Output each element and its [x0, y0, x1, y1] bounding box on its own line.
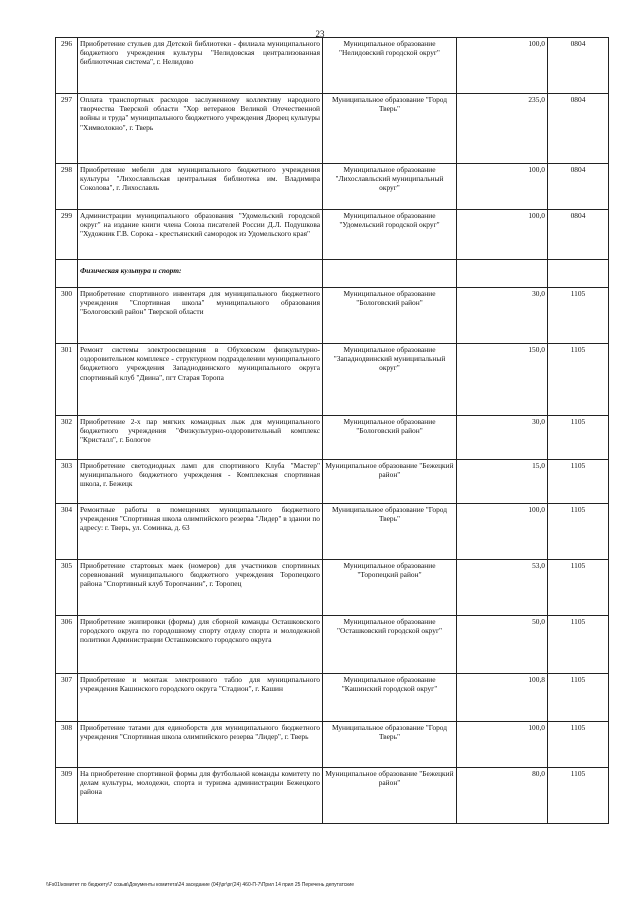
section-empty-cell — [457, 260, 548, 288]
row-amount: 100,0 — [457, 38, 548, 94]
row-budget-code: 1105 — [548, 460, 609, 504]
row-budget-code: 1105 — [548, 560, 609, 616]
section-title: Физическая культура и спорт: — [78, 260, 323, 288]
row-number: 300 — [56, 288, 78, 344]
table-row — [56, 504, 609, 560]
row-description: Приобретение татами для единоборств для муниципального бюджетного учреждения "Спортивная школа олимпийского резерва "Лидер", г. Тверь — [78, 722, 323, 768]
section-row — [56, 260, 609, 288]
row-municipality: Муниципальное образование "Бежецкий район" — [323, 768, 457, 824]
row-number: 304 — [56, 504, 78, 560]
row-description: Приобретение экипировки (формы) для сборной команды Осташковского городского округа по городошному спорту отделу спорта и молодежной политики Администрации Осташковского городского округа — [78, 616, 323, 674]
row-municipality: Муниципальное образование "Лихославльский муниципальный округ" — [323, 164, 457, 210]
row-amount: 100,0 — [457, 722, 548, 768]
row-municipality: Муниципальное образование "Бежецкий район" — [323, 460, 457, 504]
row-budget-code: 0804 — [548, 210, 609, 260]
row-number: 301 — [56, 344, 78, 416]
row-amount: 50,0 — [457, 616, 548, 674]
table-row — [56, 722, 609, 768]
table-row — [56, 38, 609, 94]
table-row — [56, 210, 609, 260]
row-description: Приобретение стартовых маек (номеров) для участников спортивных соревнований муниципального бюджетного учреждения Торопецкого района "Спортивный клуб Торопчанин", г. Торопец — [78, 560, 323, 616]
row-number: 303 — [56, 460, 78, 504]
section-number-cell — [56, 260, 78, 288]
table-row — [56, 94, 609, 164]
table-row — [56, 344, 609, 416]
row-amount: 53,0 — [457, 560, 548, 616]
table-row — [56, 616, 609, 674]
row-municipality: Муниципальное образование "Западнодвинский муниципальный округ" — [323, 344, 457, 416]
table-row — [56, 460, 609, 504]
page-number: 23 — [315, 29, 325, 39]
row-amount: 100,8 — [457, 674, 548, 722]
row-amount: 30,0 — [457, 416, 548, 460]
row-amount: 15,0 — [457, 460, 548, 504]
row-number: 309 — [56, 768, 78, 824]
row-budget-code: 0804 — [548, 38, 609, 94]
row-budget-code: 1105 — [548, 722, 609, 768]
row-municipality: Муниципальное образование "Город Тверь" — [323, 722, 457, 768]
row-number: 298 — [56, 164, 78, 210]
table-row — [56, 674, 609, 722]
budget-allocation-table — [55, 37, 609, 824]
row-description: Администрации муниципального образования "Удомельский городской округ" на издание книги члена Союза писателей России Д.Л. Подушкова "Художник Г.В. Сорока - крестьянский самородок из Удомельского края" — [78, 210, 323, 260]
row-description: Приобретение спортивного инвентаря для муниципального бюджетного учреждения "Спортивная школа" муниципального образования "Бологовский район" Тверской области — [78, 288, 323, 344]
row-budget-code: 1105 — [548, 344, 609, 416]
row-amount: 100,0 — [457, 504, 548, 560]
row-number: 305 — [56, 560, 78, 616]
row-budget-code: 1105 — [548, 616, 609, 674]
row-number: 299 — [56, 210, 78, 260]
row-budget-code: 1105 — [548, 504, 609, 560]
row-description: Приобретение 2-х пар мягких командных лыж для муниципального бюджетного учреждения "Физкультурно-оздоровительный комплекс "Кристалл", г. Бологое — [78, 416, 323, 460]
file-path-footer: \\Fs01\комитет по бюджету\7 созыв\Документы комитета\24 заседание (04)\рг\рг(24) 460-П-7\Прил 14 прил 25 Перечень депутатские — [46, 882, 355, 888]
row-description: Ремонтные работы в помещениях муниципального бюджетного учреждения "Спортивная школа олимпийского резерва "Лидер" в здании по адресу: г. Тверь, ул. Соминка, д. 63 — [78, 504, 323, 560]
row-amount: 150,0 — [457, 344, 548, 416]
row-municipality: Муниципальное образование "Удомельский городской округ" — [323, 210, 457, 260]
row-number: 308 — [56, 722, 78, 768]
row-description: Ремонт системы электроосвещения в Обуховском физкультурно-оздоровительном комплексе - структурном подразделении муниципального бюджетного учреждения Западнодвинского муниципального округа спортивный клуб "Двина", пгт Старая Торопа — [78, 344, 323, 416]
row-number: 306 — [56, 616, 78, 674]
table-row — [56, 164, 609, 210]
row-amount: 100,0 — [457, 164, 548, 210]
row-municipality: Муниципальное образование "Торопецкий район" — [323, 560, 457, 616]
row-budget-code: 1105 — [548, 416, 609, 460]
row-municipality: Муниципальное образование "Нелидовский городской округ" — [323, 38, 457, 94]
row-budget-code: 1105 — [548, 768, 609, 824]
row-number: 307 — [56, 674, 78, 722]
table-row — [56, 560, 609, 616]
row-number: 302 — [56, 416, 78, 460]
section-empty-cell — [548, 260, 609, 288]
row-budget-code: 0804 — [548, 164, 609, 210]
row-municipality: Муниципальное образование "Город Тверь" — [323, 504, 457, 560]
row-municipality: Муниципальное образование "Бологовский район" — [323, 288, 457, 344]
table-row — [56, 768, 609, 824]
row-budget-code: 1105 — [548, 674, 609, 722]
row-municipality: Муниципальное образование "Город Тверь" — [323, 94, 457, 164]
row-amount: 80,0 — [457, 768, 548, 824]
row-description: Приобретение светодиодных ламп для спортивного Клуба "Мастер" муниципального бюджетного учреждения - Комплексная спортивная школа, г. Бежецк — [78, 460, 323, 504]
table-row — [56, 288, 609, 344]
row-municipality: Муниципальное образование "Кашинский городской округ" — [323, 674, 457, 722]
row-description: Оплата транспортных расходов заслуженному коллективу народного творчества Тверской области "Хор ветеранов Великой Отечественной войны и труда" муниципального бюджетного учреждения Дворец культуры "Химволокно", г. Тверь — [78, 94, 323, 164]
row-amount: 235,0 — [457, 94, 548, 164]
row-budget-code: 1105 — [548, 288, 609, 344]
row-amount: 30,0 — [457, 288, 548, 344]
row-number: 297 — [56, 94, 78, 164]
row-description: Приобретение и монтаж электронного табло для муниципального учреждения Кашинского городского округа "Стадион", г. Кашин — [78, 674, 323, 722]
section-empty-cell — [323, 260, 457, 288]
row-municipality: Муниципальное образование "Бологовский район" — [323, 416, 457, 460]
row-description: На приобретение спортивной формы для футбольной команды комитету по делам культуры, молодежи, спорта и туризма администрации Бежецкого района — [78, 768, 323, 824]
row-budget-code: 0804 — [548, 94, 609, 164]
row-description: Приобретение мебели для муниципального бюджетного учреждения культуры "Лихославльская центральная библиотека им. Владимира Соколова", г. Лихославль — [78, 164, 323, 210]
row-amount: 100,0 — [457, 210, 548, 260]
table-row — [56, 416, 609, 460]
row-municipality: Муниципальное образование "Осташковский городской округ" — [323, 616, 457, 674]
row-description: Приобретение стульев для Детской библиотеки - филиала муниципального бюджетного учреждения культуры "Нелидовская централизованная библиотечная система", г. Нелидово — [78, 38, 323, 94]
row-number: 296 — [56, 38, 78, 94]
